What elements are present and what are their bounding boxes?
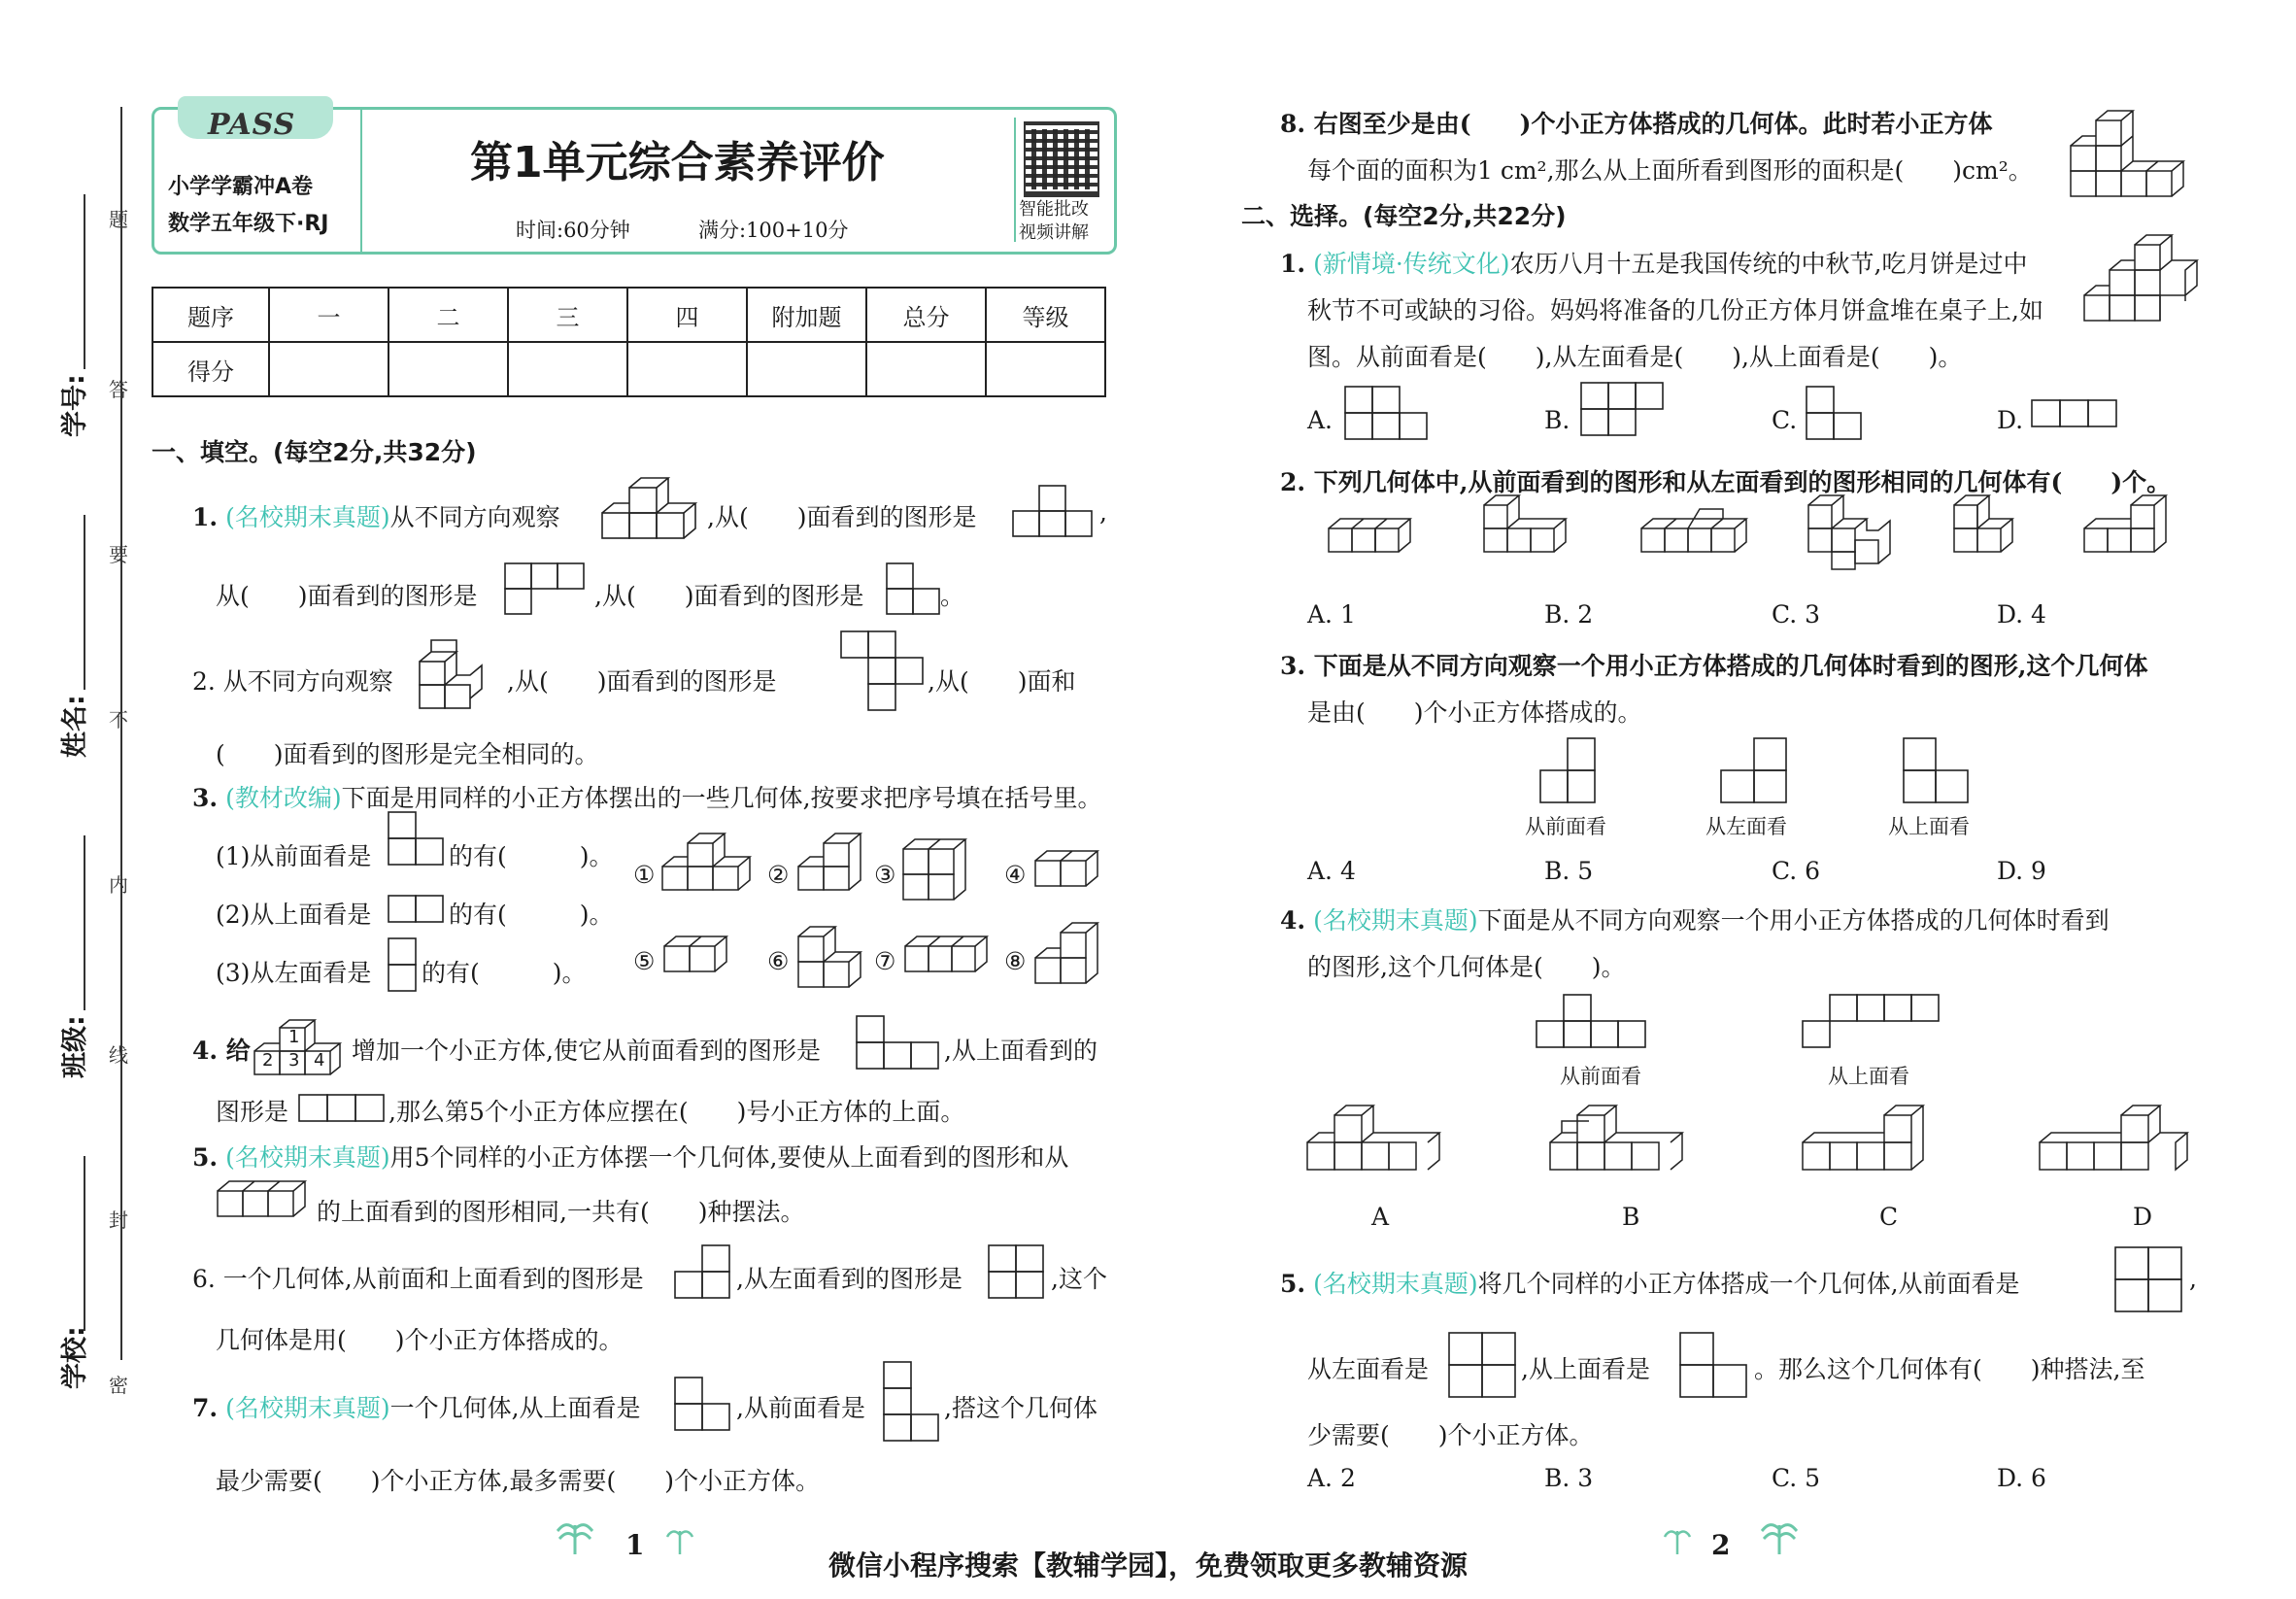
- view-figure: [299, 1095, 387, 1124]
- view-figure: [505, 563, 585, 616]
- page-number: 1: [625, 1529, 645, 1561]
- question-text: 最少需要( )个小正方体,最多需要( )个小正方体。: [216, 1467, 820, 1495]
- question-tag: (名校期末真题): [225, 1394, 390, 1422]
- option-c-solid[interactable]: [1803, 1107, 1958, 1181]
- option-label[interactable]: B. 2: [1544, 600, 1594, 629]
- question-text: 从( )面看到的图形是: [216, 582, 478, 610]
- question-text: (3)从左面看是: [216, 959, 372, 987]
- question-text: ,: [1099, 498, 1107, 527]
- view-figure: [1904, 738, 1972, 806]
- question-text: 增加一个小正方体,使它从前面看到的图形是: [352, 1037, 821, 1065]
- cube-number: 1: [288, 1027, 300, 1047]
- question-tag: (名校期末真题): [1313, 906, 1478, 935]
- option-label[interactable]: A: [1371, 1203, 1390, 1231]
- question-4-label: 4. 给: [192, 1037, 251, 1065]
- school-label: 学校:: [60, 1326, 90, 1389]
- option-label[interactable]: B.: [1544, 406, 1570, 434]
- series-name: 小学学霸冲A卷: [168, 175, 314, 199]
- table-cell: 得分: [152, 342, 269, 396]
- footer-promo: 微信小程序搜索【教辅学园】，免费领取更多教辅资源: [827, 1549, 1468, 1582]
- pass-logo: PASS: [208, 108, 296, 142]
- view-figure: [887, 563, 941, 616]
- view-figure: [1721, 738, 1789, 806]
- question-text: 的有( )。: [449, 901, 614, 929]
- full-score: 满分:100+10分: [698, 219, 849, 242]
- section-title: 一、填空。(每空2分,共32分): [152, 438, 477, 466]
- question-text: ,从左面看到的图形是: [736, 1265, 962, 1293]
- option-label[interactable]: B. 3: [1544, 1464, 1594, 1492]
- table-cell: 题序: [152, 288, 269, 342]
- grade-label: 数学五年级下·RJ: [168, 212, 329, 236]
- question-text: ,从上面看是: [1521, 1355, 1650, 1383]
- question-text: 的上面看到的图形相同,一共有( )种摆法。: [317, 1198, 805, 1226]
- option-label[interactable]: D.: [1997, 406, 2024, 434]
- option-a-figure[interactable]: [1345, 387, 1429, 441]
- question-text: 的有( )。: [449, 842, 614, 870]
- binding-word: 题: [109, 208, 128, 231]
- option-b-figure[interactable]: [1581, 383, 1665, 437]
- question-text: 几何体是用( )个小正方体搭成的。: [216, 1326, 624, 1354]
- option-label[interactable]: D: [2133, 1203, 2153, 1231]
- choice-3-line-1: 3. 下面是从不同方向观察一个用小正方体搭成的几何体时看到的图形,这个几何体: [1280, 652, 2148, 680]
- option-number: ⑦: [874, 947, 896, 975]
- option-b-solid[interactable]: [1550, 1107, 1705, 1181]
- binding-word: 要: [109, 543, 128, 566]
- question-text: ,那么第5个小正方体应摆在( )号小正方体的上面。: [388, 1098, 965, 1126]
- view-figure: [1803, 995, 1948, 1049]
- question-tag: (名校期末真题): [225, 1143, 390, 1172]
- option-number: ⑥: [767, 947, 790, 975]
- table-cell: 附加题: [747, 288, 866, 342]
- table-cell: 一: [269, 288, 388, 342]
- qr-caption: 视频讲解: [1019, 222, 1089, 243]
- choice-5-line-1: 5. (名校期末真题)将几个同样的小正方体搭成一个几何体,从前面看是: [1280, 1270, 2020, 1298]
- mooncake-box-figure: [2084, 233, 2211, 330]
- qr-code-icon[interactable]: [1024, 121, 1099, 197]
- solid-figure: [1484, 505, 1591, 573]
- question-tag: (新情境·传统文化): [1313, 250, 1510, 278]
- question-tag: (名校期末真题): [1313, 1270, 1478, 1298]
- question-text: ,从( )面和: [928, 667, 1076, 696]
- question-text: 图。从前面看是( ),从左面看是( ),从上面看是( )。: [1307, 343, 1963, 371]
- score-table: [152, 287, 1106, 397]
- binding-word: 线: [109, 1043, 128, 1067]
- question-text: 每个面的面积为1 cm²,那么从上面所看到图形的面积是( )cm²。: [1307, 156, 2033, 185]
- question-2-line-1: 2. 从不同方向观察: [192, 667, 393, 696]
- option-label[interactable]: B. 5: [1544, 857, 1594, 885]
- solid-6: [798, 923, 866, 991]
- table-cell: 总分: [866, 288, 986, 342]
- solid-figure: [1808, 505, 1915, 583]
- view-figure: [388, 938, 418, 993]
- school-line[interactable]: [84, 1156, 85, 1331]
- view-caption: 从前面看: [1525, 815, 1606, 838]
- score-input-cell[interactable]: [388, 342, 508, 396]
- option-label[interactable]: D. 6: [1997, 1464, 2046, 1492]
- question-text: 的图形,这个几何体是( )。: [1307, 953, 1626, 981]
- solid-7: [905, 933, 1002, 981]
- question-3-line-1: 3. (教材改编)下面是用同样的小正方体摆出的一些几何体,按要求把序号填在括号里。: [192, 784, 1102, 812]
- series-block: [154, 110, 362, 252]
- option-number: ③: [874, 861, 896, 889]
- class-line[interactable]: [84, 835, 85, 1010]
- class-label: 班级:: [60, 1015, 90, 1078]
- cube-solid-figure: [2071, 101, 2207, 208]
- solid-figure: [2084, 505, 2191, 583]
- solid-1: [662, 841, 760, 909]
- view-caption: 从左面看: [1705, 815, 1787, 838]
- table-cell: 三: [508, 288, 627, 342]
- option-label[interactable]: C: [1879, 1203, 1899, 1231]
- binding-word: 不: [109, 708, 128, 731]
- score-input-cell[interactable]: [627, 342, 747, 396]
- score-input-cell[interactable]: [508, 342, 627, 396]
- question-text: 是由( )个小正方体搭成的。: [1307, 698, 1642, 727]
- option-number: ⑧: [1004, 947, 1027, 975]
- solid-8: [1035, 919, 1113, 997]
- binding-line: [120, 107, 122, 1360]
- option-number: ①: [633, 861, 656, 889]
- name-label: 姓名:: [60, 695, 90, 758]
- question-text: 。那么这个几何体有( )种搭法,至: [1754, 1355, 2145, 1383]
- question-text: (1)从前面看是: [216, 842, 372, 870]
- question-6-line-1: 6. 一个几何体,从前面和上面看到的图形是: [192, 1265, 644, 1293]
- score-input-cell[interactable]: [866, 342, 986, 396]
- question-text: ,从( )面看到的图形是: [707, 503, 977, 531]
- option-label[interactable]: A. 1: [1307, 600, 1356, 629]
- option-label[interactable]: C. 3: [1772, 600, 1821, 629]
- page-title: 第1单元综合素养评价: [470, 138, 885, 187]
- cube-number: 2: [262, 1050, 274, 1071]
- question-text: 的有( )。: [422, 959, 587, 987]
- option-label[interactable]: A.: [1307, 406, 1334, 434]
- binding-word: 封: [109, 1208, 128, 1232]
- view-figure: [884, 1362, 940, 1444]
- view-figure: [1013, 486, 1093, 538]
- cube-solid-figure: [420, 636, 507, 714]
- question-text: ,从前面看是: [736, 1394, 865, 1422]
- option-label[interactable]: C. 5: [1772, 1464, 1821, 1492]
- cube-solid-figure: [602, 476, 709, 544]
- question-text: 秋节不可或缺的习俗。妈妈将准备的几份正方体月饼盒堆在桌子上,如: [1307, 296, 2043, 324]
- view-figure: [1449, 1333, 1517, 1401]
- table-row: [152, 288, 1105, 342]
- view-figure: [1680, 1333, 1748, 1401]
- choice-4-line-1: 4. (名校期末真题)下面是从不同方向观察一个用小正方体搭成的几何体时看到: [1280, 906, 2110, 935]
- question-tag: (名校期末真题): [225, 503, 390, 531]
- choice-2-line-1: 2. 下列几何体中,从前面看到的图形和从左面看到的图形相同的几何体有( )个。: [1280, 468, 2172, 496]
- question-text: ,这个: [1051, 1265, 1107, 1293]
- solid-2: [798, 841, 876, 909]
- question-text: 图形是: [216, 1098, 289, 1126]
- option-label[interactable]: A. 2: [1307, 1464, 1356, 1492]
- question-text: ( )面看到的图形是完全相同的。: [216, 740, 599, 768]
- option-number: ⑤: [633, 947, 656, 975]
- option-label[interactable]: C.: [1772, 406, 1798, 434]
- option-label[interactable]: C. 6: [1772, 857, 1821, 885]
- question-text: ,搭这个几何体: [944, 1394, 1097, 1422]
- option-label[interactable]: D. 9: [1997, 857, 2046, 885]
- view-figure: [388, 812, 445, 867]
- solid-figure: [1954, 505, 2051, 573]
- question-tag: (教材改编): [225, 784, 342, 812]
- name-line[interactable]: [84, 515, 85, 690]
- question-text: (2)从上面看是: [216, 901, 372, 929]
- question-text: ,从( )面看到的图形是: [594, 582, 864, 610]
- question-5-line-1: 5. (名校期末真题)用5个同样的小正方体摆一个几何体,要使从上面看到的图形和从: [192, 1143, 1069, 1172]
- table-cell: 四: [627, 288, 747, 342]
- header-card: [152, 107, 1117, 255]
- view-figure: [1540, 738, 1597, 806]
- option-number: ②: [767, 861, 790, 889]
- table-row: [152, 342, 1105, 396]
- question-8-line-1: 8. 右图至少是由( )个小正方体搭成的几何体。此时若小正方体: [1280, 110, 1993, 138]
- question-7-line-1: 7. (名校期末真题)一个几何体,从上面看是: [192, 1394, 641, 1422]
- score-input-cell[interactable]: [986, 342, 1105, 396]
- question-text: 。: [940, 582, 965, 610]
- solid-5: [664, 933, 742, 981]
- time-limit: 时间:60分钟: [516, 219, 630, 242]
- score-input-cell[interactable]: [747, 342, 866, 396]
- binding-word: 答: [109, 378, 128, 401]
- question-text: 少需要( )个小正方体。: [1307, 1421, 1594, 1449]
- option-d-figure[interactable]: [2032, 400, 2119, 429]
- view-figure: [1536, 995, 1653, 1049]
- view-figure: [841, 631, 923, 711]
- solid-4: [1035, 847, 1113, 896]
- view-figure: [675, 1245, 731, 1300]
- view-figure: [388, 896, 445, 925]
- student-id-line[interactable]: [84, 194, 85, 369]
- option-label[interactable]: D. 4: [1997, 600, 2046, 629]
- table-cell: 等级: [986, 288, 1105, 342]
- score-input-cell[interactable]: [269, 342, 388, 396]
- solid-3: [903, 835, 981, 913]
- view-figure: [857, 1016, 940, 1071]
- divider: [1014, 118, 1016, 242]
- view-caption: 从上面看: [1888, 815, 1970, 838]
- question-text: ,从上面看到的: [944, 1037, 1097, 1065]
- qr-caption: 智能批改: [1019, 199, 1089, 220]
- binding-word: 密: [109, 1374, 128, 1397]
- question-1-line-1: 1. (名校期末真题)从不同方向观察: [192, 503, 560, 531]
- cube-row-figure: [218, 1177, 315, 1226]
- question-text: 从左面看是: [1307, 1355, 1430, 1383]
- cube-number: 3: [288, 1050, 300, 1071]
- view-figure: [675, 1378, 731, 1432]
- choice-1-line-1: 1. (新情境·传统文化)农历八月十五是我国传统的中秋节,吃月饼是过中: [1280, 250, 2028, 278]
- option-d-solid[interactable]: [2040, 1107, 2205, 1181]
- view-caption: 从前面看: [1560, 1065, 1641, 1088]
- solid-figure: [1641, 513, 1758, 571]
- section-title: 二、选择。(每空2分,共22分): [1241, 202, 1567, 230]
- question-text: ,: [2189, 1265, 2197, 1293]
- option-a-solid[interactable]: [1307, 1113, 1463, 1181]
- question-text: ,从( )面看到的图形是: [507, 667, 777, 696]
- cube-number: 4: [314, 1050, 325, 1071]
- option-label[interactable]: A. 4: [1307, 857, 1356, 885]
- solid-figure: [1329, 513, 1435, 571]
- binding-word: 内: [109, 873, 128, 897]
- option-label[interactable]: B: [1622, 1203, 1640, 1231]
- option-c-figure[interactable]: [1806, 387, 1863, 441]
- option-number: ④: [1004, 861, 1027, 889]
- view-figure: [2115, 1247, 2183, 1315]
- view-figure: [989, 1245, 1045, 1300]
- student-id-label: 学号:: [60, 374, 90, 437]
- page-number: 2: [1711, 1529, 1731, 1561]
- table-cell: 二: [388, 288, 508, 342]
- view-caption: 从上面看: [1828, 1065, 1909, 1088]
